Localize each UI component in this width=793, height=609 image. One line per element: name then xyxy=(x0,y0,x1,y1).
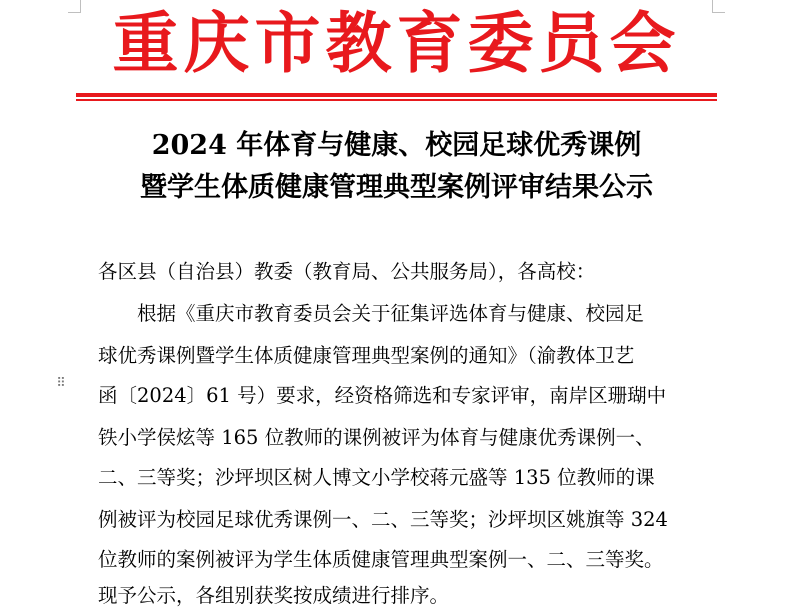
document-title-line-1: 2024 年体育与健康、校园足球优秀课例 xyxy=(151,130,642,161)
paragraph-line: 位教师的案例被评为学生体质健康管理典型案例一、二、三等奖。 xyxy=(98,548,664,571)
paragraph-line: 球优秀课例暨学生体质健康管理典型案例的通知》（渝教体卫艺 xyxy=(98,344,635,367)
paragraph-line: 根据《重庆市教育委员会关于征集评选体育与健康、校园足 xyxy=(137,302,645,325)
letterhead-red-rule-thin xyxy=(76,99,717,101)
drag-handle-icon[interactable]: ⠿ xyxy=(56,376,66,391)
paragraph-line: 二、三等奖；沙坪坝区树人博文小学校蒋元盛等 135 位教师的课 xyxy=(98,466,655,489)
paragraph-line: 例被评为校园足球优秀课例一、二、三等奖；沙坪坝区姚旗等 324 xyxy=(98,508,668,531)
letterhead-org-name: 重庆市教育委员会 xyxy=(112,5,681,82)
paragraph-line: 铁小学侯炫等 165 位教师的课例被评为体育与健康优秀课例一、 xyxy=(98,426,655,449)
paragraph-line: 现予公示，各组别获奖按成绩进行排序。 xyxy=(98,584,450,607)
salutation: 各区县（自治县）教委（教育局、公共服务局），各高校： xyxy=(98,260,596,283)
letterhead-red-rule-thick xyxy=(76,93,717,97)
document-title-line-2: 暨学生体质健康管理典型案例评审结果公示 xyxy=(140,172,653,203)
paragraph-line: 函〔2024〕61 号）要求，经资格筛选和专家评审，南岸区珊瑚中 xyxy=(98,384,667,407)
